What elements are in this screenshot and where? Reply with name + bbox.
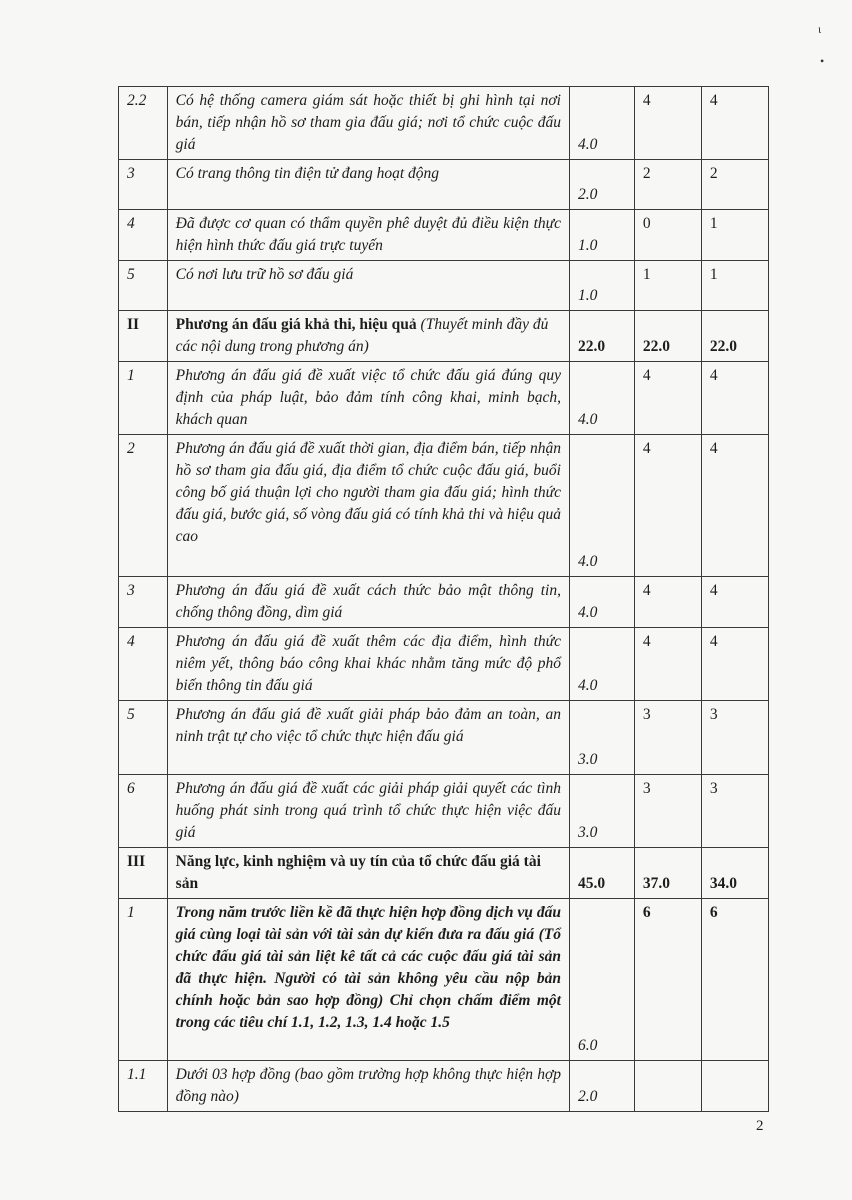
section-number: II xyxy=(119,311,168,362)
score-1 xyxy=(634,1061,701,1112)
score-1: 4 xyxy=(634,362,701,435)
score-2: 4 xyxy=(701,628,768,701)
table-row xyxy=(119,435,769,577)
score-2: 3 xyxy=(701,775,768,848)
row-number: 2.2 xyxy=(119,87,168,160)
max-score: 45.0 xyxy=(569,848,634,899)
row-number: 1 xyxy=(119,899,168,1061)
section-title: Năng lực, kinh nghiệm và uy tín của tổ chức đấu giá tài sản xyxy=(167,848,569,899)
table-row xyxy=(119,701,769,775)
table-row xyxy=(119,362,769,435)
score-1: 3 xyxy=(634,775,701,848)
row-number: 4 xyxy=(119,210,168,261)
table-row xyxy=(119,87,769,160)
max-score: 4.0 xyxy=(569,577,634,628)
score-2: 1 xyxy=(701,210,768,261)
score-2: 34.0 xyxy=(701,848,768,899)
row-number: 5 xyxy=(119,701,168,775)
table-row xyxy=(119,160,769,210)
corner-mark: ι xyxy=(818,22,822,36)
score-1: 6 xyxy=(634,899,701,1061)
section-row xyxy=(119,848,769,899)
max-score: 1.0 xyxy=(569,210,634,261)
max-score: 2.0 xyxy=(569,1061,634,1112)
section-row xyxy=(119,311,769,362)
section-note: (Thuyết minh đầy đủ các nội dung trong phương án) xyxy=(175,316,549,355)
max-score: 4.0 xyxy=(569,362,634,435)
score-2: 4 xyxy=(701,87,768,160)
criterion-text: Phương án đấu giá đề xuất thời gian, địa điểm bán, tiếp nhận hồ sơ tham gia đấu giá, địa điểm tổ chức cuộc đấu giá, buổi công bố giá thuận lợi cho người tham gia đấu giá; hình thức đấu giá, bước giá, số vòng đấu giá có tính khả thi và hiệu quả cao xyxy=(167,435,569,577)
row-number: 3 xyxy=(119,577,168,628)
row-number: 5 xyxy=(119,261,168,311)
table-row xyxy=(119,261,769,311)
criterion-text: Có trang thông tin điện tử đang hoạt động xyxy=(167,160,569,210)
section-title-text: Phương án đấu giá khả thi, hiệu quả xyxy=(175,316,417,333)
max-score: 3.0 xyxy=(569,701,634,775)
score-1: 4 xyxy=(634,628,701,701)
score-1: 22.0 xyxy=(634,311,701,362)
section-title xyxy=(167,311,569,362)
score-2 xyxy=(701,1061,768,1112)
criterion-text: Đã được cơ quan có thẩm quyền phê duyệt đủ điều kiện thực hiện hình thức đấu giá trực tuyến xyxy=(167,210,569,261)
score-2: 4 xyxy=(701,435,768,577)
table-row xyxy=(119,210,769,261)
max-score: 22.0 xyxy=(569,311,634,362)
score-1: 4 xyxy=(634,577,701,628)
criterion-text: Có hệ thống camera giám sát hoặc thiết bị ghi hình tại nơi bán, tiếp nhận hồ sơ tham gia đấu giá; nơi tổ chức cuộc đấu giá xyxy=(167,87,569,160)
row-number: 6 xyxy=(119,775,168,848)
row-number: 2 xyxy=(119,435,168,577)
score-1: 1 xyxy=(634,261,701,311)
criterion-text: Dưới 03 hợp đồng (bao gồm trường hợp không thực hiện hợp đồng nào) xyxy=(167,1061,569,1112)
score-1: 37.0 xyxy=(634,848,701,899)
criterion-text: Phương án đấu giá đề xuất việc tổ chức đấu giá đúng quy định của pháp luật, bảo đảm tính công khai, minh bạch, khách quan xyxy=(167,362,569,435)
corner-mark: • xyxy=(820,54,825,68)
table-row xyxy=(119,628,769,701)
score-2: 22.0 xyxy=(701,311,768,362)
criterion-text: Phương án đấu giá đề xuất giải pháp bảo đảm an toàn, an ninh trật tự cho việc tổ chức thực hiện đấu giá xyxy=(167,701,569,775)
max-score: 6.0 xyxy=(569,899,634,1061)
score-1: 0 xyxy=(634,210,701,261)
score-2: 4 xyxy=(701,577,768,628)
max-score: 1.0 xyxy=(569,261,634,311)
row-number: 1.1 xyxy=(119,1061,168,1112)
table-row xyxy=(119,577,769,628)
page-number: 2 xyxy=(756,1118,764,1134)
max-score: 3.0 xyxy=(569,775,634,848)
score-1: 4 xyxy=(634,435,701,577)
criterion-text: Có nơi lưu trữ hồ sơ đấu giá xyxy=(167,261,569,311)
max-score: 4.0 xyxy=(569,87,634,160)
table-row xyxy=(119,775,769,848)
score-2: 1 xyxy=(701,261,768,311)
row-number: 3 xyxy=(119,160,168,210)
score-2: 2 xyxy=(701,160,768,210)
section-number: III xyxy=(119,848,168,899)
table-row xyxy=(119,899,769,1061)
score-1: 4 xyxy=(634,87,701,160)
score-2: 4 xyxy=(701,362,768,435)
criterion-text: Phương án đấu giá đề xuất thêm các địa điểm, hình thức niêm yết, thông báo công khai khác nhằm tăng mức độ phổ biến thông tin đấu giá xyxy=(167,628,569,701)
criterion-text: Trong năm trước liền kề đã thực hiện hợp đồng dịch vụ đấu giá cùng loại tài sản với tài sản dự kiến đưa ra đấu giá (Tổ chức đấu giá tài sản liệt kê tất cả các cuộc đấu giá tài sản đã thực hiện. Người có tài sản không yêu cầu nộp bản chính hoặc bản sao hợp đồng) Chỉ chọn chấm điểm một trong các tiêu chí 1.1, 1.2, 1.3, 1.4 hoặc 1.5 xyxy=(167,899,569,1061)
row-number: 1 xyxy=(119,362,168,435)
score-2: 6 xyxy=(701,899,768,1061)
table-row xyxy=(119,1061,769,1112)
score-1: 2 xyxy=(634,160,701,210)
row-number: 4 xyxy=(119,628,168,701)
max-score: 4.0 xyxy=(569,628,634,701)
score-1: 3 xyxy=(634,701,701,775)
scoring-table xyxy=(118,86,769,1112)
score-2: 3 xyxy=(701,701,768,775)
max-score: 4.0 xyxy=(569,435,634,577)
criterion-text: Phương án đấu giá đề xuất các giải pháp giải quyết các tình huống phát sinh trong quá trình tổ chức thực hiện việc đấu giá xyxy=(167,775,569,848)
max-score: 2.0 xyxy=(569,160,634,210)
criterion-text: Phương án đấu giá đề xuất cách thức bảo mật thông tin, chống thông đồng, dìm giá xyxy=(167,577,569,628)
